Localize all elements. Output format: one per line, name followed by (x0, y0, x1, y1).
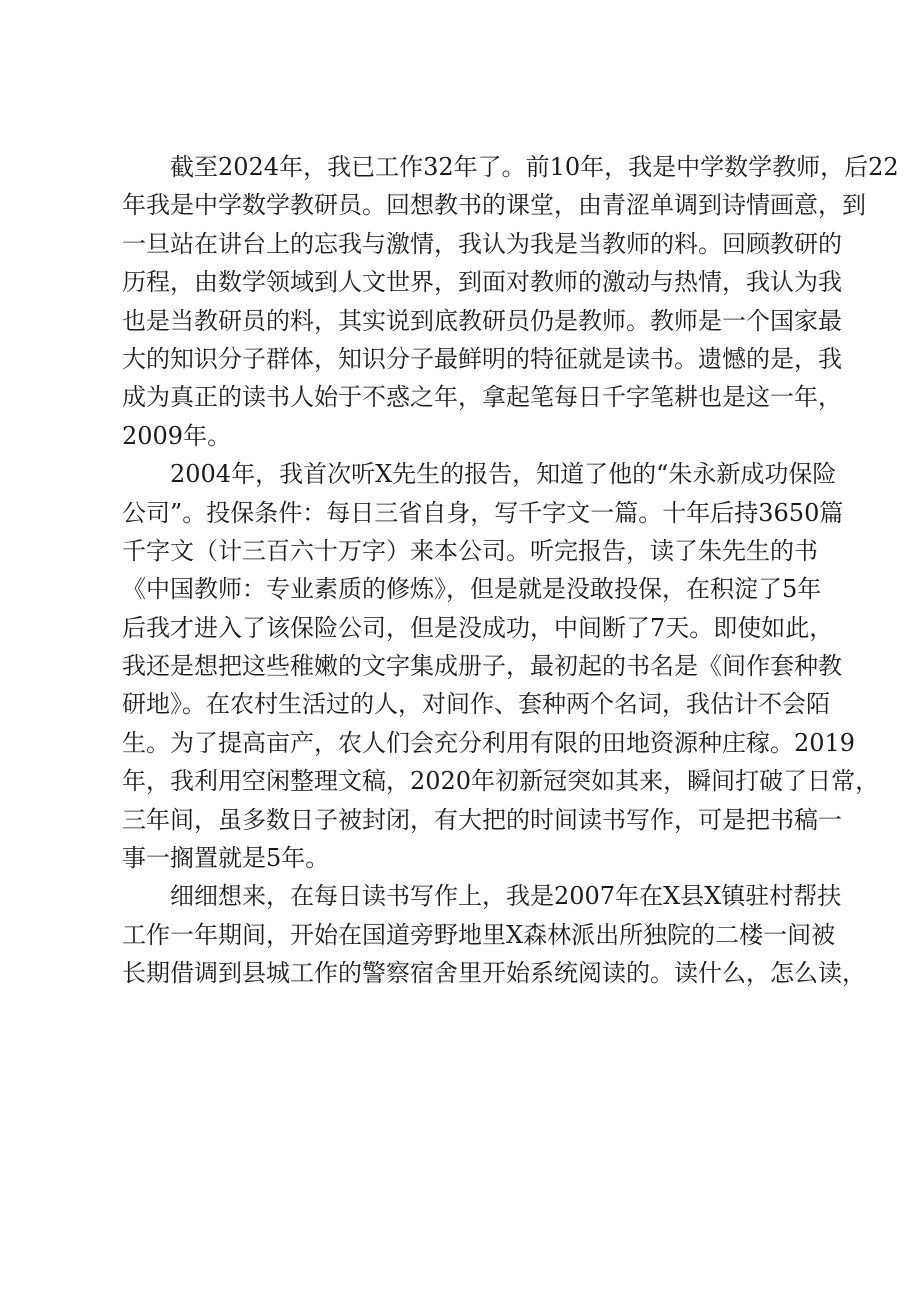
text-line: 截至2024年，我已工作32年了。前10年，我是中学数学教师，后22 (170, 153, 899, 181)
text-line: 历程，由数学领域到人文世界，到面对教师的激动与热情，我认为我 (122, 268, 842, 297)
text-line: 年，我利用空闲整理文稿，2020年初新冠突如其来，瞬间打破了日常， (122, 767, 880, 796)
text-line: 2004年，我首次听X先生的报告，知道了他的“朱永新成功保险 (170, 460, 837, 489)
text-line: 三年间，虽多数日子被封闭，有大把的时间读书写作，可是把书稿一 (122, 805, 842, 834)
text-line: 后我才进入了该保险公司，但是没成功，中间断了7天。即使如此， (122, 613, 834, 642)
text-line: 公司”。投保条件：每日三省自身，写千字文一篇。十年后持3650篇 (122, 498, 844, 527)
text-line: 大的知识分子群体，知识分子最鲜明的特征就是读书。遗憾的是，我 (122, 344, 842, 373)
text-line: 成为真正的读书人始于不惑之年，拿起笔每日千字笔耕也是这一年， (122, 383, 842, 412)
paragraph-2 (122, 455, 880, 877)
text-line: 长期借调到县城工作的警察宿舍里开始系统阅读的。读什么，怎么读， (122, 959, 866, 988)
text-line: 工作一年期间，开始在国道旁野地里X森林派出所独院的二楼一间被 (122, 920, 836, 949)
paragraph-3 (122, 877, 866, 992)
text-line: 研地》。在农村生活过的人，对间作、套种两个名词，我估计不会陌 (122, 690, 830, 719)
text-line: 一旦站在讲台上的忘我与激情，我认为我是当教师的料。回顾教研的 (122, 229, 842, 258)
text-line: 生。为了提高亩产，农人们会充分利用有限的田地资源种庄稼。2019 (122, 728, 856, 757)
text-line: 千字文（计三百六十万字）来本公司。听完报告，读了朱先生的书 (122, 536, 818, 565)
text-line: 2009年。 (122, 421, 232, 450)
text-line: 我还是想把这些稚嫩的文字集成册子，最初起的书名是《间作套种教 (122, 652, 842, 681)
paragraph-1 (122, 148, 899, 455)
text-line: 事一搁置就是5年。 (122, 844, 330, 873)
text-line: 也是当教研员的料，其实说到底教研员仍是教师。教师是一个国家最 (122, 306, 842, 335)
text-line: 《中国教师：专业素质的修炼》，但是就是没敢投保，在积淀了5年 (122, 575, 822, 604)
document-body (122, 148, 899, 993)
text-line: 年我是中学数学教研员。回想教书的课堂，由青涩单调到诗情画意，到 (122, 191, 866, 220)
text-line: 细细想来，在每日读书写作上，我是2007年在X县X镇驻村帮扶 (170, 882, 842, 911)
